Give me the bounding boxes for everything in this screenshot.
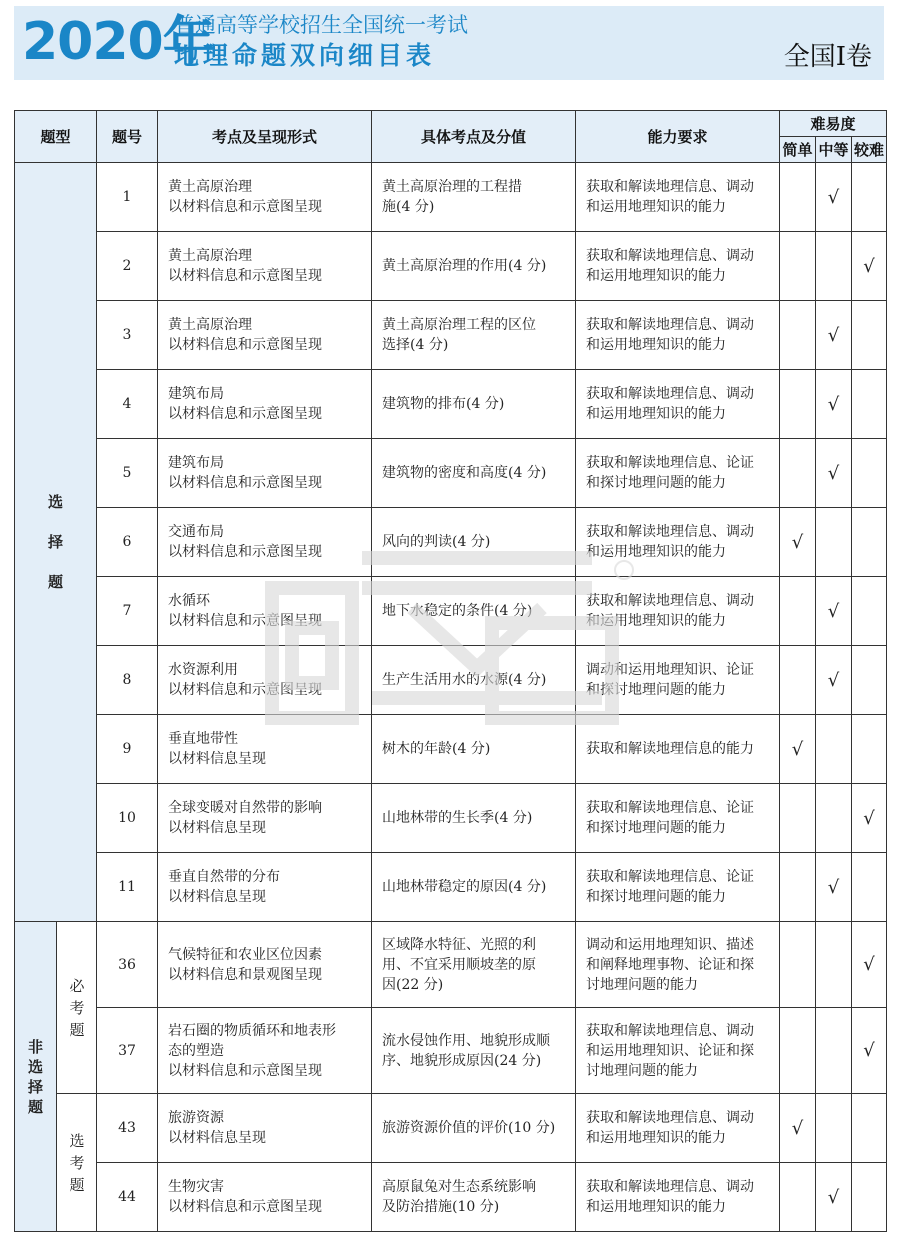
detail-line: 建筑物的密度和高度(4 分)	[382, 465, 547, 481]
ability-line: 获取和解读地理信息、论证	[586, 869, 755, 885]
ability-cell	[576, 301, 780, 370]
topic-line: 垂直地带性	[168, 731, 239, 747]
ability-line: 和运用地理知识的能力	[586, 1130, 727, 1146]
header-year: 2020年	[22, 12, 214, 72]
table-row	[15, 784, 887, 853]
detail-line: 序、地貌形成原因(24 分)	[382, 1052, 542, 1069]
detail-line: 因(22 分)	[382, 976, 444, 993]
detail-line: 区域降水特征、光照的利	[382, 936, 537, 953]
table-row	[15, 646, 887, 715]
topic-line: 全球变暖对自然带的影响	[168, 800, 323, 816]
table-row	[15, 163, 887, 232]
difficulty-medium-cell	[816, 577, 852, 646]
check-mark-icon: √	[827, 876, 840, 898]
topic-line: 以材料信息和示意图呈现	[168, 475, 323, 491]
topic-cell	[158, 301, 372, 370]
difficulty-easy-cell	[780, 853, 816, 922]
topic-line: 交通布局	[168, 524, 225, 540]
header-easy: 简单	[780, 137, 816, 163]
ability-line: 和运用地理知识的能力	[586, 268, 727, 284]
sub-required-text: 必考题	[69, 976, 85, 1039]
detail-cell	[372, 508, 576, 577]
ability-line: 和探讨地理问题的能力	[586, 682, 727, 698]
header-number: 题号	[97, 111, 158, 163]
table-row	[15, 439, 887, 508]
header-topic: 考点及呈现形式	[158, 111, 372, 163]
detail-line: 旅游资源价值的评价(10 分)	[382, 1120, 556, 1136]
question-number: 3	[97, 301, 158, 370]
check-mark-icon: √	[827, 324, 840, 346]
topic-line: 垂直自然带的分布	[168, 869, 281, 885]
topic-cell	[158, 922, 372, 1008]
question-number: 9	[97, 715, 158, 784]
section-nonchoice	[15, 922, 57, 1232]
topic-line: 气候特征和农业区位因素	[168, 946, 323, 963]
ability-cell	[576, 715, 780, 784]
ability-line: 和运用地理知识的能力	[586, 1199, 727, 1215]
ability-line: 和运用地理知识的能力	[586, 199, 727, 215]
ability-cell	[576, 1163, 780, 1232]
detail-cell	[372, 301, 576, 370]
difficulty-hard-cell	[852, 853, 887, 922]
ability-line: 和运用地理知识的能力	[586, 613, 727, 629]
difficulty-easy-cell	[780, 301, 816, 370]
detail-line: 及防治措施(10 分)	[382, 1199, 500, 1215]
table-row	[15, 370, 887, 439]
question-number: 11	[97, 853, 158, 922]
detail-cell	[372, 232, 576, 301]
detail-cell	[372, 853, 576, 922]
topic-line: 以材料信息和示意图呈现	[168, 682, 323, 698]
difficulty-easy-cell	[780, 508, 816, 577]
detail-line: 黄土高原治理工程的区位	[382, 317, 537, 333]
detail-line: 树木的年龄(4 分)	[382, 741, 491, 757]
ability-line: 获取和解读地理信息、调动	[586, 386, 755, 402]
difficulty-hard-cell	[852, 232, 887, 301]
topic-line: 黄土高原治理	[168, 179, 253, 195]
detail-line: 山地林带的生长季(4 分)	[382, 810, 533, 826]
detail-cell	[372, 922, 576, 1008]
detail-line: 生产生活用水的水源(4 分)	[382, 672, 547, 688]
table-row	[15, 715, 887, 784]
ability-line: 和运用地理知识的能力	[586, 544, 727, 560]
detail-line: 山地林带稳定的原因(4 分)	[382, 879, 547, 895]
topic-line: 岩石圈的物质循环和地表形	[168, 1022, 337, 1039]
question-number: 43	[97, 1094, 158, 1163]
detail-cell	[372, 1008, 576, 1094]
question-number: 44	[97, 1163, 158, 1232]
ability-cell	[576, 232, 780, 301]
ability-line: 获取和解读地理信息、论证	[586, 455, 755, 471]
ability-line: 和探讨地理问题的能力	[586, 475, 727, 491]
question-number: 7	[97, 577, 158, 646]
ability-line: 和运用地理知识的能力	[586, 406, 727, 422]
difficulty-medium-cell	[816, 853, 852, 922]
topic-line: 黄土高原治理	[168, 248, 253, 264]
topic-cell	[158, 1008, 372, 1094]
topic-line: 以材料信息和示意图呈现	[168, 199, 323, 215]
table-row	[15, 301, 887, 370]
difficulty-hard-cell	[852, 577, 887, 646]
difficulty-easy-cell	[780, 232, 816, 301]
ability-line: 获取和解读地理信息、调动	[586, 1110, 755, 1126]
difficulty-easy-cell	[780, 1008, 816, 1094]
topic-line: 水循环	[168, 593, 211, 609]
difficulty-hard-cell	[852, 1163, 887, 1232]
question-number: 5	[97, 439, 158, 508]
question-number: 36	[97, 922, 158, 1008]
check-mark-icon: √	[827, 186, 840, 208]
difficulty-hard-cell	[852, 163, 887, 232]
ability-cell	[576, 853, 780, 922]
detail-line: 流水侵蚀作用、地貌形成顺	[382, 1032, 551, 1049]
difficulty-medium-cell	[816, 301, 852, 370]
check-mark-icon: √	[791, 738, 804, 760]
ability-line: 调动和运用地理知识、论证	[586, 662, 755, 678]
ability-line: 获取和解读地理信息、调动	[586, 1022, 755, 1039]
check-mark-icon: √	[863, 807, 875, 829]
check-mark-icon: √	[863, 255, 875, 277]
difficulty-hard-cell	[852, 1094, 887, 1163]
difficulty-hard-cell	[852, 784, 887, 853]
topic-cell	[158, 508, 372, 577]
difficulty-medium-cell	[816, 163, 852, 232]
table-row	[15, 577, 887, 646]
detail-line: 高原鼠兔对生态系统影响	[382, 1179, 537, 1195]
difficulty-medium-cell	[816, 370, 852, 439]
detail-line: 风向的判读(4 分)	[382, 534, 491, 550]
topic-line: 以材料信息和示意图呈现	[168, 1199, 323, 1215]
detail-cell	[372, 577, 576, 646]
detail-cell	[372, 1163, 576, 1232]
ability-line: 获取和解读地理信息、论证	[586, 800, 755, 816]
ability-line: 和阐释地理事物、论证和探	[586, 956, 755, 973]
topic-cell	[158, 715, 372, 784]
detail-cell	[372, 370, 576, 439]
section-choice-text: 选择题	[47, 493, 63, 591]
ability-line: 讨地理问题的能力	[586, 976, 699, 993]
difficulty-easy-cell	[780, 784, 816, 853]
ability-cell	[576, 439, 780, 508]
topic-line: 以材料信息和示意图呈现	[168, 268, 323, 284]
ability-cell	[576, 370, 780, 439]
ability-cell	[576, 1008, 780, 1094]
topic-line: 生物灾害	[168, 1179, 225, 1195]
ability-cell	[576, 508, 780, 577]
topic-line: 建筑布局	[168, 386, 225, 402]
header-subtitle: 普通高等学校招生全国统一考试	[174, 13, 468, 37]
section-choice	[15, 163, 97, 922]
difficulty-medium-cell	[816, 1094, 852, 1163]
topic-line: 以材料信息和示意图呈现	[168, 406, 323, 422]
question-number: 1	[97, 163, 158, 232]
difficulty-easy-cell	[780, 577, 816, 646]
ability-line: 和探讨地理问题的能力	[586, 820, 727, 836]
difficulty-easy-cell	[780, 715, 816, 784]
topic-line: 态的塑造	[168, 1042, 225, 1059]
detail-line: 黄土高原治理的工程措	[382, 179, 523, 195]
table-row	[15, 508, 887, 577]
topic-cell	[158, 784, 372, 853]
header-detail: 具体考点及分值	[372, 111, 576, 163]
check-mark-icon: √	[827, 393, 840, 415]
sub-required	[57, 922, 97, 1094]
difficulty-hard-cell	[852, 922, 887, 1008]
header-paper: 全国Ⅰ卷	[783, 42, 872, 72]
detail-cell	[372, 163, 576, 232]
section-nonchoice-text: 非选择题	[27, 1037, 43, 1116]
ability-line: 获取和解读地理信息、调动	[586, 248, 755, 264]
header-medium: 中等	[816, 137, 852, 163]
ability-cell	[576, 1094, 780, 1163]
detail-line: 地下水稳定的条件(4 分)	[382, 603, 533, 619]
difficulty-medium-cell	[816, 232, 852, 301]
difficulty-hard-cell	[852, 439, 887, 508]
topic-cell	[158, 439, 372, 508]
difficulty-hard-cell	[852, 301, 887, 370]
table-row	[15, 922, 887, 1008]
topic-cell	[158, 1094, 372, 1163]
difficulty-easy-cell	[780, 922, 816, 1008]
detail-cell	[372, 1094, 576, 1163]
ability-line: 获取和解读地理信息、调动	[586, 1179, 755, 1195]
table-row	[15, 1094, 887, 1163]
topic-line: 以材料信息呈现	[168, 889, 267, 905]
check-mark-icon: √	[827, 1186, 840, 1208]
topic-cell	[158, 163, 372, 232]
detail-line: 选择(4 分)	[382, 337, 449, 353]
topic-cell	[158, 577, 372, 646]
topic-line: 以材料信息呈现	[168, 820, 267, 836]
topic-line: 水资源利用	[168, 662, 239, 678]
difficulty-hard-cell	[852, 370, 887, 439]
difficulty-easy-cell	[780, 646, 816, 715]
difficulty-hard-cell	[852, 646, 887, 715]
topic-line: 以材料信息和示意图呈现	[168, 1062, 323, 1079]
topic-cell	[158, 853, 372, 922]
topic-line: 以材料信息呈现	[168, 751, 267, 767]
topic-line: 黄土高原治理	[168, 317, 253, 333]
check-mark-icon: √	[827, 600, 840, 622]
question-number: 10	[97, 784, 158, 853]
header-difficulty: 难易度	[780, 111, 887, 137]
table-body	[15, 163, 887, 1232]
difficulty-hard-cell	[852, 1008, 887, 1094]
header-type: 题型	[15, 111, 97, 163]
table-row	[15, 1163, 887, 1232]
topic-line: 以材料信息和示意图呈现	[168, 613, 323, 629]
topic-line: 建筑布局	[168, 455, 225, 471]
difficulty-medium-cell	[816, 784, 852, 853]
topic-cell	[158, 232, 372, 301]
detail-line: 建筑物的排布(4 分)	[382, 396, 505, 412]
question-number: 6	[97, 508, 158, 577]
detail-table	[14, 110, 887, 1232]
ability-line: 调动和运用地理知识、描述	[586, 936, 755, 953]
detail-cell	[372, 784, 576, 853]
topic-line: 以材料信息和示意图呈现	[168, 337, 323, 353]
difficulty-medium-cell	[816, 922, 852, 1008]
topic-cell	[158, 646, 372, 715]
difficulty-easy-cell	[780, 439, 816, 508]
detail-line: 施(4 分)	[382, 199, 435, 215]
ability-line: 获取和解读地理信息、调动	[586, 317, 755, 333]
question-number: 37	[97, 1008, 158, 1094]
table-row	[15, 1008, 887, 1094]
difficulty-medium-cell	[816, 646, 852, 715]
header-hard: 较难	[852, 137, 887, 163]
topic-line: 以材料信息和示意图呈现	[168, 544, 323, 560]
sub-optional-text: 选考题	[69, 1131, 85, 1194]
topic-cell	[158, 1163, 372, 1232]
table-row	[15, 232, 887, 301]
ability-line: 和运用地理知识的能力	[586, 337, 727, 353]
header-ability: 能力要求	[576, 111, 780, 163]
difficulty-medium-cell	[816, 439, 852, 508]
difficulty-easy-cell	[780, 163, 816, 232]
header-title: 地理命题双向细目表	[174, 41, 436, 70]
detail-line: 黄土高原治理的作用(4 分)	[382, 258, 547, 274]
ability-line: 获取和解读地理信息、调动	[586, 524, 755, 540]
ability-line: 获取和解读地理信息、调动	[586, 179, 755, 195]
ability-line: 获取和解读地理信息的能力	[586, 741, 755, 757]
check-mark-icon: √	[863, 1040, 875, 1061]
topic-line: 旅游资源	[168, 1110, 225, 1126]
ability-line: 讨地理问题的能力	[586, 1062, 699, 1079]
ability-line: 和探讨地理问题的能力	[586, 889, 727, 905]
ability-line: 和运用地理知识、论证和探	[586, 1042, 755, 1059]
topic-cell	[158, 370, 372, 439]
check-mark-icon: √	[827, 669, 840, 691]
question-number: 2	[97, 232, 158, 301]
table-row	[15, 853, 887, 922]
check-mark-icon: √	[827, 462, 840, 484]
sub-optional	[57, 1094, 97, 1232]
difficulty-easy-cell	[780, 370, 816, 439]
detail-cell	[372, 646, 576, 715]
difficulty-medium-cell	[816, 508, 852, 577]
topic-line: 以材料信息呈现	[168, 1130, 267, 1146]
difficulty-medium-cell	[816, 1008, 852, 1094]
difficulty-hard-cell	[852, 715, 887, 784]
check-mark-icon: √	[791, 1117, 804, 1139]
difficulty-hard-cell	[852, 508, 887, 577]
difficulty-easy-cell	[780, 1094, 816, 1163]
question-number: 4	[97, 370, 158, 439]
ability-cell	[576, 577, 780, 646]
difficulty-medium-cell	[816, 715, 852, 784]
check-mark-icon: √	[863, 954, 875, 975]
question-number: 8	[97, 646, 158, 715]
detail-cell	[372, 715, 576, 784]
ability-cell	[576, 922, 780, 1008]
difficulty-easy-cell	[780, 1163, 816, 1232]
ability-line: 获取和解读地理信息、调动	[586, 593, 755, 609]
difficulty-medium-cell	[816, 1163, 852, 1232]
topic-line: 以材料信息和景观图呈现	[168, 966, 323, 983]
detail-cell	[372, 439, 576, 508]
ability-cell	[576, 784, 780, 853]
detail-line: 用、不宜采用顺坡垄的原	[382, 956, 537, 973]
ability-cell	[576, 646, 780, 715]
check-mark-icon: √	[791, 531, 804, 553]
ability-cell	[576, 163, 780, 232]
